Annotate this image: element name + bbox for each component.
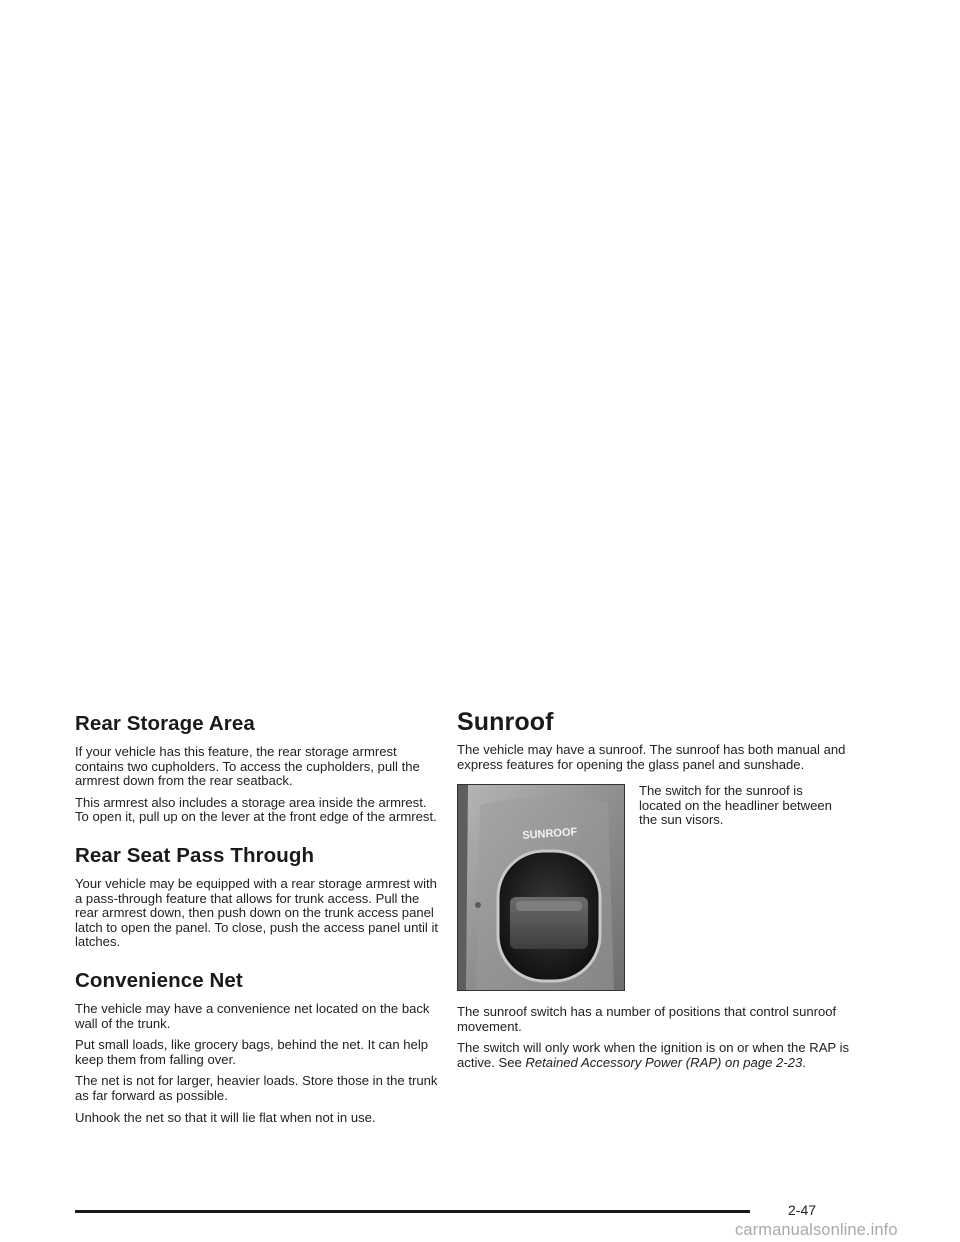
- footer-rule: [75, 1210, 750, 1213]
- paragraph: Put small loads, like grocery bags, behind the net. It can help keep them from falling over.: [75, 1037, 429, 1067]
- paragraph: The vehicle may have a convenience net located on the back wall of the trunk.: [75, 1000, 430, 1031]
- heading-rear-storage-area: Rear Storage Area: [75, 712, 255, 735]
- cross-reference-link[interactable]: Retained Accessory Power (RAP) on page 2-23: [525, 1054, 803, 1070]
- heading-rear-seat-pass-through: Rear Seat Pass Through: [75, 843, 315, 867]
- page-number: 2-47: [788, 1202, 817, 1218]
- watermark: carmanualsonline.info: [735, 1221, 898, 1239]
- figure-caption: The switch for the sunroof is located on the headliner between the sun visors.: [639, 783, 832, 828]
- sunroof-figure: [457, 784, 857, 991]
- paragraph: This armrest also includes a storage area inside the armrest. To open it, pull up on the lever at the front edge of the armrest.: [75, 794, 437, 825]
- paragraph-end: .: [802, 1054, 806, 1070]
- paragraph: The net is not for larger, heavier loads. Store those in the trunk as far forward as possible.: [75, 1073, 438, 1103]
- section-rear-storage-area: [75, 712, 440, 825]
- sunroof-switch-photo: [457, 784, 625, 991]
- sunroof-positions-paragraph: The sunroof switch has a number of positions that control sunroof movement.: [457, 1004, 837, 1034]
- heading-sunroof: Sunroof: [457, 708, 554, 736]
- sunroof-ignition-paragraph: [457, 1041, 857, 1070]
- sunroof-intro: The vehicle may have a sunroof. The sunroof has both manual and express features for opening the glass panel and sunshade.: [457, 742, 846, 772]
- section-convenience-net: [75, 969, 440, 1125]
- paragraph-text: The switch will only work when the ignition is on or when the RAP is active. See: [457, 1040, 850, 1070]
- paragraph: Your vehicle may be equipped with a rear storage armrest with a pass-through feature that allows for trunk access. Pull the rear armrest down, then push down on the trunk access panel latch to open the panel. To close, push the access panel until it latches.: [75, 875, 438, 950]
- heading-convenience-net: Convenience Net: [75, 968, 243, 992]
- sunroof-label: SUNROOF: [521, 826, 578, 843]
- left-column: [75, 712, 440, 1132]
- sunroof-switch-illustration: [458, 785, 624, 990]
- right-column: [457, 708, 857, 1078]
- paragraph: Unhook the net so that it will lie flat when not in use.: [75, 1109, 376, 1125]
- paragraph: If your vehicle has this feature, the rear storage armrest contains two cupholders. To access the cupholders, pull the armrest down from the rear seatback.: [75, 744, 420, 789]
- section-rear-seat-pass-through: [75, 844, 440, 950]
